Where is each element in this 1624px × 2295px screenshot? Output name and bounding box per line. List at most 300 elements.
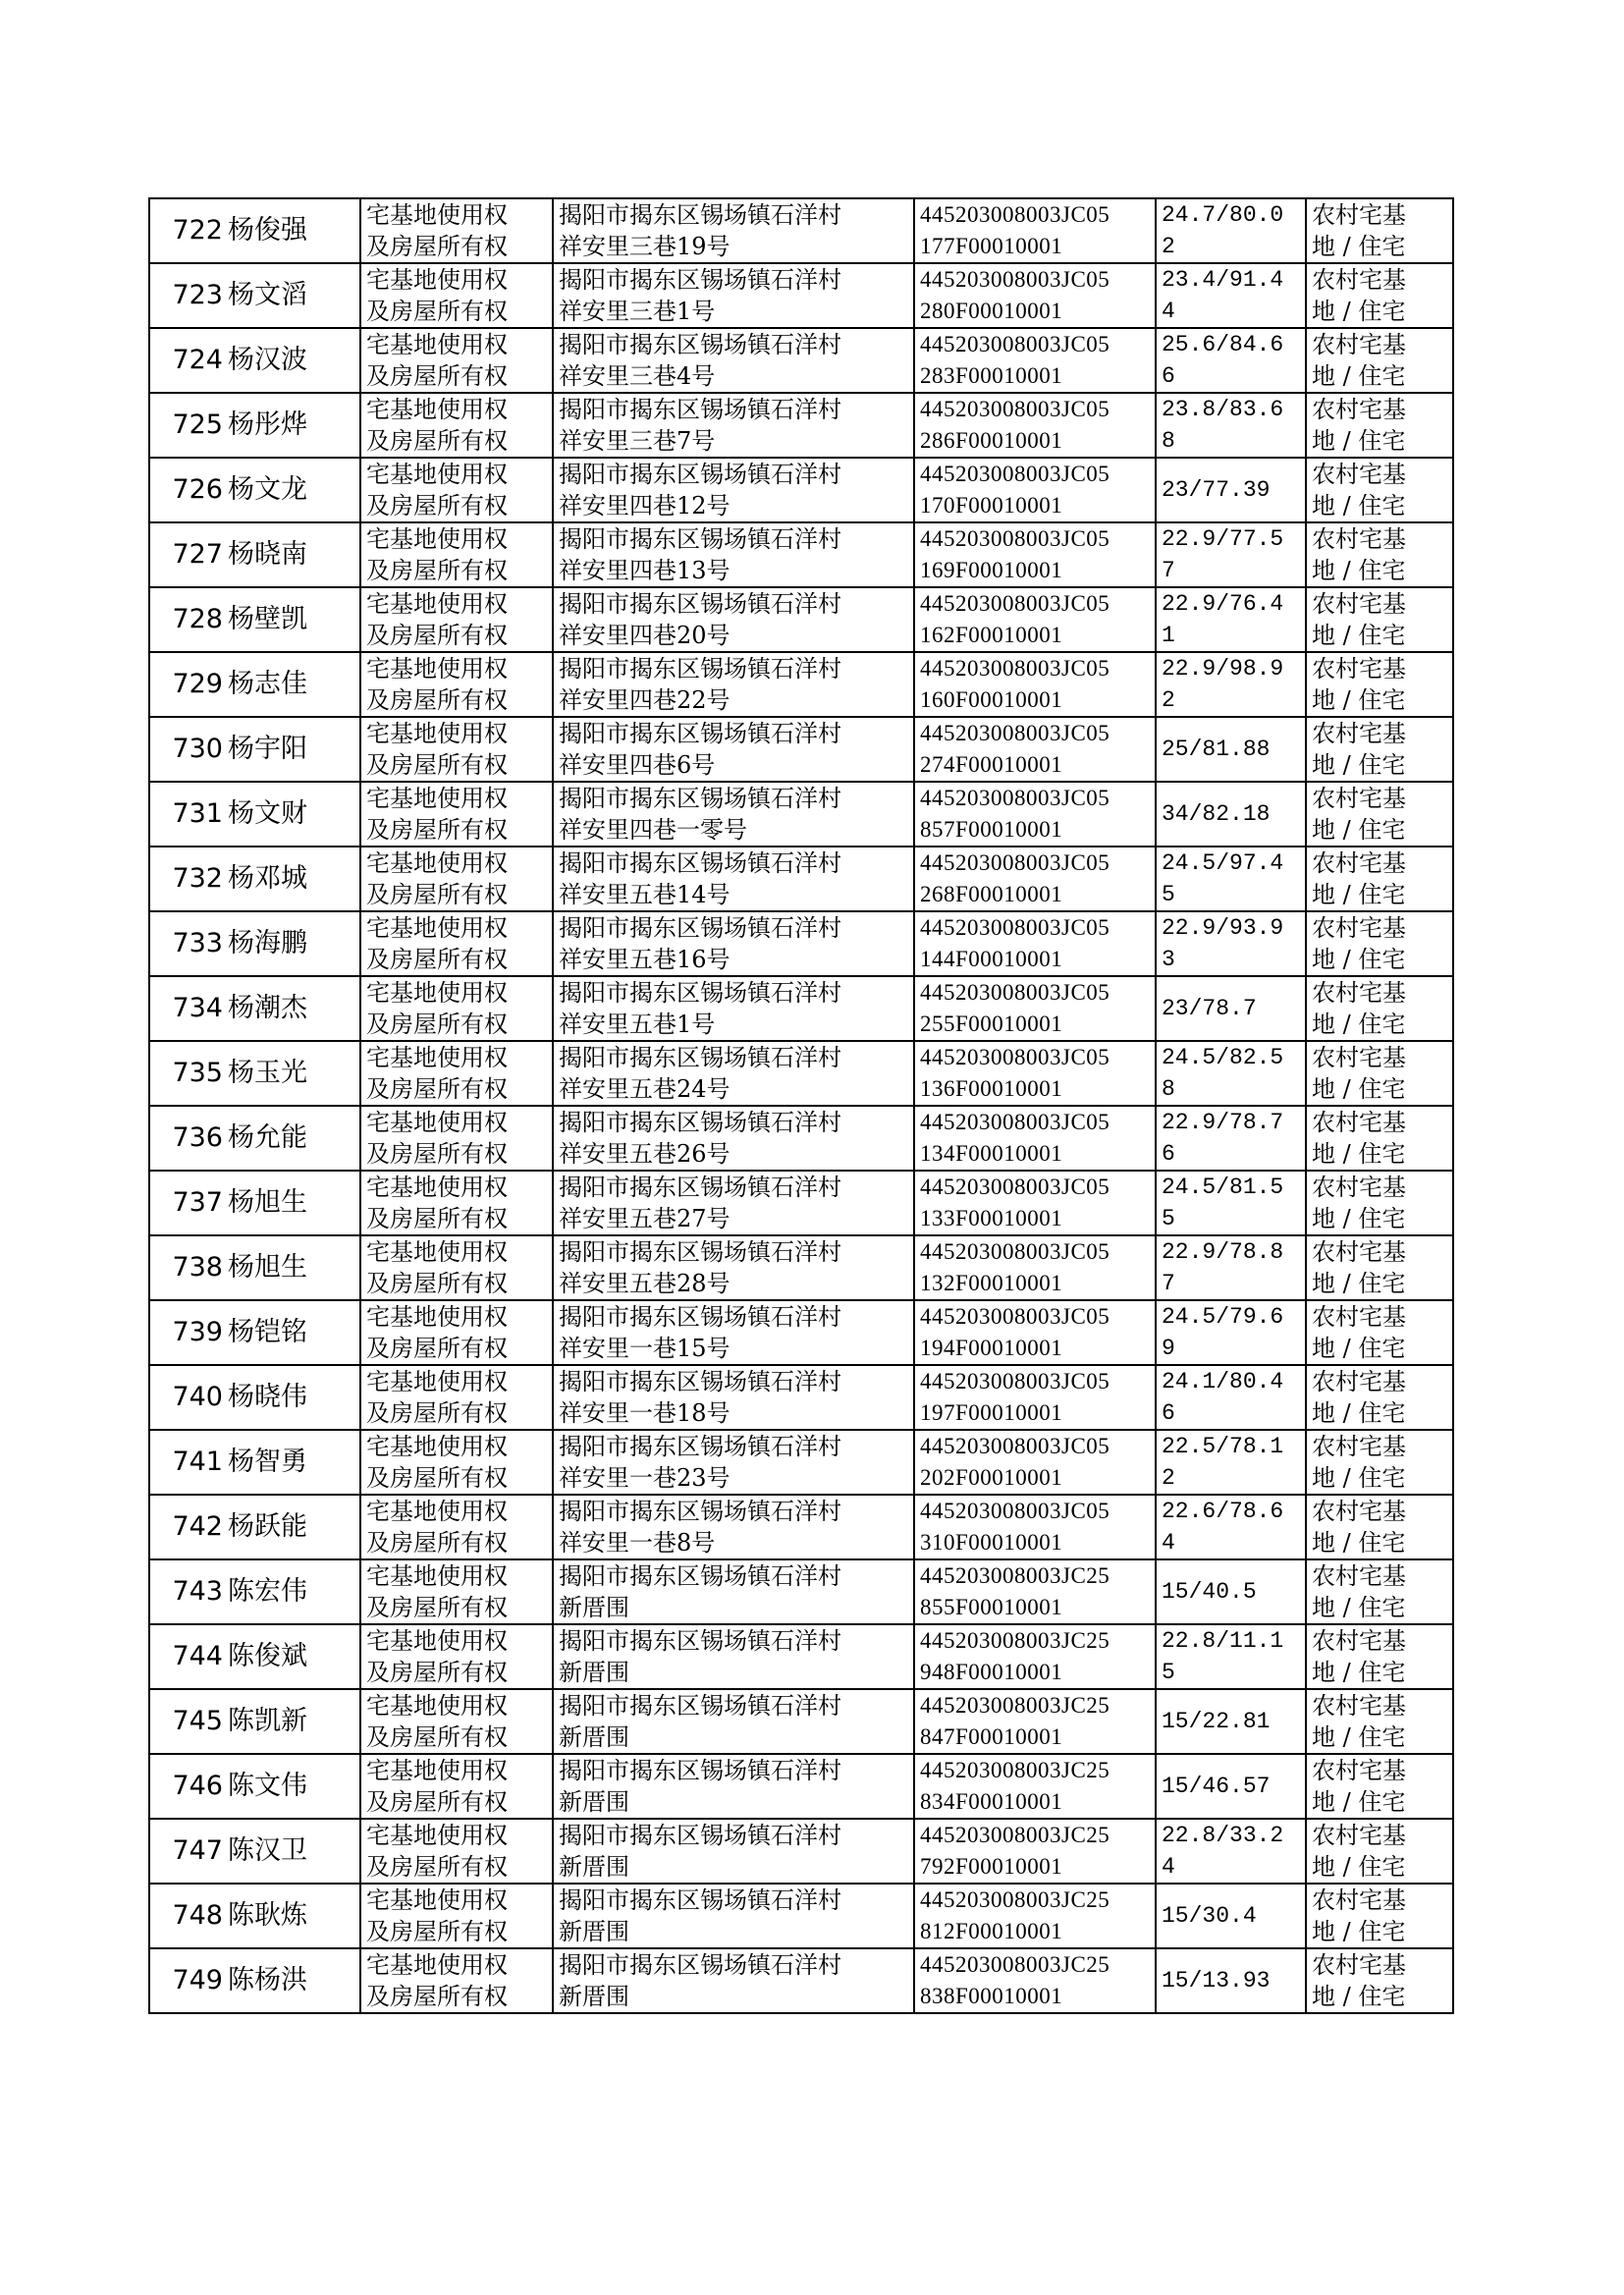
row-number-cell bbox=[149, 1041, 226, 1106]
unit-code-text: 445203008003JC05 162F00010001 bbox=[920, 591, 1110, 647]
owner-name-cell bbox=[226, 1624, 360, 1689]
table-row bbox=[149, 198, 1453, 263]
land-use-text: 农村宅基 地 / 住宅 bbox=[1312, 1109, 1406, 1168]
area-text: 22.8/33.2 4 bbox=[1162, 1823, 1284, 1880]
unit-code-cell bbox=[914, 1948, 1156, 2013]
area-text: 23.8/83.6 8 bbox=[1162, 397, 1284, 454]
table-body bbox=[149, 198, 1453, 2013]
table-row bbox=[149, 1948, 1453, 2013]
row-number-text: 726 bbox=[172, 474, 223, 505]
right-type-text: 宅基地使用权 及房屋所有权 bbox=[366, 1303, 508, 1362]
unit-code-text: 445203008003JC25 792F00010001 bbox=[920, 1823, 1110, 1879]
land-use-cell bbox=[1306, 1171, 1453, 1235]
row-number-text: 722 bbox=[172, 215, 223, 246]
area-text: 15/22.81 bbox=[1162, 1709, 1271, 1734]
table-row bbox=[149, 911, 1453, 976]
land-use-cell bbox=[1306, 198, 1453, 263]
location-cell bbox=[553, 717, 914, 782]
location-text: 揭阳市揭东区锡场镇石洋村 新厝围 bbox=[559, 1562, 841, 1621]
land-use-text: 农村宅基 地 / 住宅 bbox=[1312, 266, 1406, 325]
owner-name-text: 杨邓城 bbox=[228, 863, 307, 894]
area-text: 22.8/11.1 5 bbox=[1162, 1628, 1284, 1685]
row-number-cell bbox=[149, 847, 226, 911]
owner-name-text: 杨俊强 bbox=[228, 215, 307, 246]
land-use-cell bbox=[1306, 1559, 1453, 1624]
right-type-text: 宅基地使用权 及房屋所有权 bbox=[366, 1692, 508, 1751]
land-use-text: 农村宅基 地 / 住宅 bbox=[1312, 396, 1406, 455]
unit-code-text: 445203008003JC05 170F00010001 bbox=[920, 462, 1110, 518]
unit-code-cell bbox=[914, 1300, 1156, 1365]
unit-code-text: 445203008003JC05 136F00010001 bbox=[920, 1045, 1110, 1101]
area-cell bbox=[1156, 652, 1306, 717]
right-type-cell bbox=[360, 1819, 553, 1884]
row-number-cell bbox=[149, 1948, 226, 2013]
right-type-cell bbox=[360, 717, 553, 782]
location-text: 揭阳市揭东区锡场镇石洋村 祥安里五巷27号 bbox=[559, 1174, 841, 1232]
land-use-cell bbox=[1306, 263, 1453, 328]
land-use-cell bbox=[1306, 717, 1453, 782]
unit-code-text: 445203008003JC05 283F00010001 bbox=[920, 332, 1110, 388]
area-cell bbox=[1156, 717, 1306, 782]
location-cell bbox=[553, 1819, 914, 1884]
unit-code-cell bbox=[914, 717, 1156, 782]
unit-code-text: 445203008003JC05 857F00010001 bbox=[920, 786, 1110, 842]
owner-name-cell bbox=[226, 782, 360, 847]
location-text: 揭阳市揭东区锡场镇石洋村 新厝围 bbox=[559, 1951, 841, 2010]
owner-name-cell bbox=[226, 1171, 360, 1235]
area-text: 15/30.4 bbox=[1162, 1903, 1257, 1929]
area-cell bbox=[1156, 1689, 1306, 1754]
area-cell bbox=[1156, 782, 1306, 847]
row-number-text: 745 bbox=[172, 1706, 223, 1736]
right-type-cell bbox=[360, 1948, 553, 2013]
row-number-cell bbox=[149, 587, 226, 652]
row-number-text: 725 bbox=[172, 410, 223, 440]
table-row bbox=[149, 976, 1453, 1041]
area-text: 24.7/80.0 2 bbox=[1162, 202, 1284, 259]
right-type-text: 宅基地使用权 及房屋所有权 bbox=[366, 1951, 508, 2010]
unit-code-cell bbox=[914, 458, 1156, 522]
location-cell bbox=[553, 587, 914, 652]
right-type-text: 宅基地使用权 及房屋所有权 bbox=[366, 201, 508, 260]
right-type-text: 宅基地使用权 及房屋所有权 bbox=[366, 461, 508, 519]
land-use-text: 农村宅基 地 / 住宅 bbox=[1312, 1044, 1406, 1103]
owner-name-cell bbox=[226, 717, 360, 782]
land-use-cell bbox=[1306, 1106, 1453, 1171]
owner-name-text: 陈杨洪 bbox=[228, 1965, 307, 1995]
land-use-cell bbox=[1306, 847, 1453, 911]
owner-name-text: 杨旭生 bbox=[228, 1252, 307, 1283]
table-row bbox=[149, 1754, 1453, 1819]
table-row bbox=[149, 522, 1453, 587]
owner-name-cell bbox=[226, 1235, 360, 1300]
area-text: 24.5/97.4 5 bbox=[1162, 850, 1284, 907]
row-number-text: 737 bbox=[172, 1187, 223, 1218]
location-cell bbox=[553, 1235, 914, 1300]
unit-code-text: 445203008003JC05 169F00010001 bbox=[920, 526, 1110, 582]
row-number-text: 748 bbox=[172, 1900, 223, 1931]
right-type-text: 宅基地使用权 及房屋所有权 bbox=[366, 849, 508, 908]
row-number-text: 747 bbox=[172, 1835, 223, 1866]
table-row bbox=[149, 1300, 1453, 1365]
right-type-text: 宅基地使用权 及房屋所有权 bbox=[366, 1238, 508, 1297]
unit-code-cell bbox=[914, 1235, 1156, 1300]
row-number-text: 738 bbox=[172, 1252, 223, 1283]
row-number-text: 730 bbox=[172, 734, 223, 764]
location-text: 揭阳市揭东区锡场镇石洋村 祥安里五巷28号 bbox=[559, 1238, 841, 1297]
row-number-cell bbox=[149, 1624, 226, 1689]
area-text: 22.9/76.4 1 bbox=[1162, 591, 1284, 648]
area-text: 34/82.18 bbox=[1162, 801, 1271, 827]
location-cell bbox=[553, 1948, 914, 2013]
right-type-text: 宅基地使用权 及房屋所有权 bbox=[366, 785, 508, 844]
table-row bbox=[149, 1624, 1453, 1689]
area-text: 25.6/84.6 6 bbox=[1162, 332, 1284, 389]
owner-name-text: 杨玉光 bbox=[228, 1058, 307, 1088]
row-number-text: 742 bbox=[172, 1511, 223, 1542]
area-text: 22.9/98.9 2 bbox=[1162, 656, 1284, 713]
unit-code-cell bbox=[914, 1624, 1156, 1689]
location-text: 揭阳市揭东区锡场镇石洋村 新厝围 bbox=[559, 1627, 841, 1686]
location-text: 揭阳市揭东区锡场镇石洋村 祥安里三巷4号 bbox=[559, 331, 841, 390]
owner-name-text: 陈汉卫 bbox=[228, 1835, 307, 1866]
owner-name-cell bbox=[226, 393, 360, 458]
row-number-cell bbox=[149, 976, 226, 1041]
right-type-text: 宅基地使用权 及房屋所有权 bbox=[366, 1174, 508, 1232]
location-text: 揭阳市揭东区锡场镇石洋村 祥安里四巷12号 bbox=[559, 461, 841, 519]
location-text: 揭阳市揭东区锡场镇石洋村 祥安里四巷22号 bbox=[559, 655, 841, 714]
owner-name-text: 杨铠铭 bbox=[228, 1317, 307, 1347]
unit-code-text: 445203008003JC05 280F00010001 bbox=[920, 267, 1110, 323]
table-row bbox=[149, 782, 1453, 847]
land-use-cell bbox=[1306, 587, 1453, 652]
land-use-cell bbox=[1306, 393, 1453, 458]
land-use-text: 农村宅基 地 / 住宅 bbox=[1312, 201, 1406, 260]
table-row bbox=[149, 652, 1453, 717]
table-row bbox=[149, 1365, 1453, 1430]
table-row bbox=[149, 1041, 1453, 1106]
right-type-cell bbox=[360, 976, 553, 1041]
area-cell bbox=[1156, 393, 1306, 458]
area-text: 24.5/79.6 9 bbox=[1162, 1304, 1284, 1361]
location-text: 揭阳市揭东区锡场镇石洋村 祥安里五巷24号 bbox=[559, 1044, 841, 1103]
location-cell bbox=[553, 1884, 914, 1948]
area-cell bbox=[1156, 1300, 1306, 1365]
owner-name-text: 陈俊斌 bbox=[228, 1641, 307, 1671]
right-type-text: 宅基地使用权 及房屋所有权 bbox=[366, 525, 508, 584]
owner-name-cell bbox=[226, 1689, 360, 1754]
area-cell bbox=[1156, 1235, 1306, 1300]
unit-code-text: 445203008003JC25 847F00010001 bbox=[920, 1693, 1110, 1749]
unit-code-cell bbox=[914, 1884, 1156, 1948]
unit-code-text: 445203008003JC05 144F00010001 bbox=[920, 915, 1110, 971]
owner-name-text: 杨壁凯 bbox=[228, 604, 307, 634]
land-use-text: 农村宅基 地 / 住宅 bbox=[1312, 720, 1406, 779]
unit-code-cell bbox=[914, 198, 1156, 263]
unit-code-cell bbox=[914, 1171, 1156, 1235]
area-text: 22.9/77.5 7 bbox=[1162, 526, 1284, 583]
row-number-text: 746 bbox=[172, 1771, 223, 1801]
row-number-cell bbox=[149, 328, 226, 393]
land-use-cell bbox=[1306, 911, 1453, 976]
registration-table bbox=[148, 197, 1454, 2014]
right-type-cell bbox=[360, 1624, 553, 1689]
location-text: 揭阳市揭东区锡场镇石洋村 祥安里五巷1号 bbox=[559, 979, 841, 1038]
unit-code-cell bbox=[914, 1754, 1156, 1819]
right-type-cell bbox=[360, 263, 553, 328]
land-use-text: 农村宅基 地 / 住宅 bbox=[1312, 590, 1406, 649]
right-type-cell bbox=[360, 911, 553, 976]
land-use-cell bbox=[1306, 1041, 1453, 1106]
row-number-cell bbox=[149, 1819, 226, 1884]
area-text: 23.4/91.4 4 bbox=[1162, 267, 1284, 324]
owner-name-text: 杨旭生 bbox=[228, 1187, 307, 1218]
location-text: 揭阳市揭东区锡场镇石洋村 祥安里四巷13号 bbox=[559, 525, 841, 584]
land-use-text: 农村宅基 地 / 住宅 bbox=[1312, 1174, 1406, 1232]
area-cell bbox=[1156, 1365, 1306, 1430]
table-row bbox=[149, 1171, 1453, 1235]
row-number-cell bbox=[149, 1365, 226, 1430]
area-text: 22.5/78.1 2 bbox=[1162, 1434, 1284, 1491]
unit-code-cell bbox=[914, 1365, 1156, 1430]
land-use-cell bbox=[1306, 1819, 1453, 1884]
right-type-text: 宅基地使用权 及房屋所有权 bbox=[366, 1109, 508, 1168]
owner-name-text: 杨跃能 bbox=[228, 1511, 307, 1542]
owner-name-text: 陈宏伟 bbox=[228, 1576, 307, 1607]
area-cell bbox=[1156, 458, 1306, 522]
row-number-text: 740 bbox=[172, 1382, 223, 1412]
row-number-cell bbox=[149, 1430, 226, 1495]
owner-name-cell bbox=[226, 976, 360, 1041]
land-use-text: 农村宅基 地 / 住宅 bbox=[1312, 1562, 1406, 1621]
land-use-text: 农村宅基 地 / 住宅 bbox=[1312, 1757, 1406, 1816]
right-type-cell bbox=[360, 458, 553, 522]
location-cell bbox=[553, 847, 914, 911]
area-text: 23/77.39 bbox=[1162, 477, 1271, 503]
land-use-cell bbox=[1306, 1235, 1453, 1300]
row-number-cell bbox=[149, 458, 226, 522]
row-number-cell bbox=[149, 1300, 226, 1365]
land-use-text: 农村宅基 地 / 住宅 bbox=[1312, 785, 1406, 844]
land-use-text: 农村宅基 地 / 住宅 bbox=[1312, 1692, 1406, 1751]
land-use-cell bbox=[1306, 976, 1453, 1041]
right-type-text: 宅基地使用权 及房屋所有权 bbox=[366, 1044, 508, 1103]
right-type-cell bbox=[360, 1041, 553, 1106]
owner-name-text: 陈耿炼 bbox=[228, 1900, 307, 1931]
land-use-cell bbox=[1306, 652, 1453, 717]
area-cell bbox=[1156, 1884, 1306, 1948]
row-number-cell bbox=[149, 1559, 226, 1624]
land-use-text: 农村宅基 地 / 住宅 bbox=[1312, 461, 1406, 519]
owner-name-cell bbox=[226, 1819, 360, 1884]
row-number-cell bbox=[149, 1106, 226, 1171]
owner-name-text: 杨海鹏 bbox=[228, 928, 307, 958]
owner-name-text: 杨晓南 bbox=[228, 539, 307, 570]
land-use-cell bbox=[1306, 1624, 1453, 1689]
table-row bbox=[149, 1430, 1453, 1495]
owner-name-text: 杨潮杰 bbox=[228, 993, 307, 1023]
right-type-text: 宅基地使用权 及房屋所有权 bbox=[366, 1627, 508, 1686]
land-use-cell bbox=[1306, 328, 1453, 393]
right-type-cell bbox=[360, 1430, 553, 1495]
right-type-cell bbox=[360, 1884, 553, 1948]
area-cell bbox=[1156, 1495, 1306, 1559]
area-cell bbox=[1156, 847, 1306, 911]
right-type-text: 宅基地使用权 及房屋所有权 bbox=[366, 914, 508, 973]
row-number-cell bbox=[149, 522, 226, 587]
area-text: 24.5/81.5 5 bbox=[1162, 1175, 1284, 1231]
owner-name-cell bbox=[226, 263, 360, 328]
land-use-text: 农村宅基 地 / 住宅 bbox=[1312, 331, 1406, 390]
location-text: 揭阳市揭东区锡场镇石洋村 新厝围 bbox=[559, 1692, 841, 1751]
row-number-text: 733 bbox=[172, 928, 223, 958]
land-use-cell bbox=[1306, 1689, 1453, 1754]
area-cell bbox=[1156, 1559, 1306, 1624]
owner-name-text: 杨文滔 bbox=[228, 280, 307, 310]
unit-code-text: 445203008003JC05 177F00010001 bbox=[920, 202, 1110, 258]
unit-code-cell bbox=[914, 847, 1156, 911]
table-row bbox=[149, 1884, 1453, 1948]
right-type-cell bbox=[360, 1235, 553, 1300]
location-cell bbox=[553, 1300, 914, 1365]
location-cell bbox=[553, 328, 914, 393]
unit-code-cell bbox=[914, 328, 1156, 393]
owner-name-cell bbox=[226, 1365, 360, 1430]
owner-name-text: 杨允能 bbox=[228, 1122, 307, 1153]
right-type-text: 宅基地使用权 及房屋所有权 bbox=[366, 1562, 508, 1621]
row-number-cell bbox=[149, 1689, 226, 1754]
right-type-text: 宅基地使用权 及房屋所有权 bbox=[366, 266, 508, 325]
location-cell bbox=[553, 782, 914, 847]
location-cell bbox=[553, 1624, 914, 1689]
land-use-cell bbox=[1306, 1948, 1453, 2013]
owner-name-text: 杨文龙 bbox=[228, 474, 307, 505]
owner-name-cell bbox=[226, 1495, 360, 1559]
table-row bbox=[149, 1689, 1453, 1754]
row-number-cell bbox=[149, 1754, 226, 1819]
land-use-cell bbox=[1306, 1365, 1453, 1430]
land-use-cell bbox=[1306, 1430, 1453, 1495]
location-cell bbox=[553, 1689, 914, 1754]
area-cell bbox=[1156, 1041, 1306, 1106]
owner-name-cell bbox=[226, 458, 360, 522]
unit-code-text: 445203008003JC25 838F00010001 bbox=[920, 1952, 1110, 2008]
row-number-cell bbox=[149, 1235, 226, 1300]
unit-code-cell bbox=[914, 393, 1156, 458]
unit-code-text: 445203008003JC05 202F00010001 bbox=[920, 1434, 1110, 1490]
unit-code-cell bbox=[914, 1819, 1156, 1884]
land-use-cell bbox=[1306, 522, 1453, 587]
area-cell bbox=[1156, 587, 1306, 652]
unit-code-cell bbox=[914, 1041, 1156, 1106]
area-text: 22.6/78.6 4 bbox=[1162, 1499, 1284, 1556]
land-use-cell bbox=[1306, 782, 1453, 847]
location-cell bbox=[553, 263, 914, 328]
unit-code-text: 445203008003JC25 812F00010001 bbox=[920, 1887, 1110, 1943]
unit-code-cell bbox=[914, 522, 1156, 587]
right-type-text: 宅基地使用权 及房屋所有权 bbox=[366, 1886, 508, 1945]
area-text: 22.9/78.8 7 bbox=[1162, 1239, 1284, 1296]
unit-code-text: 445203008003JC05 133F00010001 bbox=[920, 1175, 1110, 1230]
owner-name-cell bbox=[226, 652, 360, 717]
land-use-text: 农村宅基 地 / 住宅 bbox=[1312, 1822, 1406, 1881]
owner-name-cell bbox=[226, 1754, 360, 1819]
land-use-cell bbox=[1306, 1300, 1453, 1365]
right-type-text: 宅基地使用权 及房屋所有权 bbox=[366, 396, 508, 455]
right-type-text: 宅基地使用权 及房屋所有权 bbox=[366, 1498, 508, 1557]
unit-code-cell bbox=[914, 1430, 1156, 1495]
row-number-cell bbox=[149, 652, 226, 717]
row-number-cell bbox=[149, 263, 226, 328]
unit-code-cell bbox=[914, 587, 1156, 652]
right-type-cell bbox=[360, 1559, 553, 1624]
right-type-text: 宅基地使用权 及房屋所有权 bbox=[366, 1433, 508, 1492]
location-text: 揭阳市揭东区锡场镇石洋村 祥安里四巷20号 bbox=[559, 590, 841, 649]
area-cell bbox=[1156, 1430, 1306, 1495]
unit-code-cell bbox=[914, 1106, 1156, 1171]
land-use-text: 农村宅基 地 / 住宅 bbox=[1312, 914, 1406, 973]
right-type-cell bbox=[360, 522, 553, 587]
land-use-cell bbox=[1306, 1884, 1453, 1948]
unit-code-text: 445203008003JC25 834F00010001 bbox=[920, 1758, 1110, 1814]
owner-name-text: 杨宇阳 bbox=[228, 734, 307, 764]
location-text: 揭阳市揭东区锡场镇石洋村 祥安里三巷19号 bbox=[559, 201, 841, 260]
location-cell bbox=[553, 1106, 914, 1171]
table-row bbox=[149, 1495, 1453, 1559]
land-use-text: 农村宅基 地 / 住宅 bbox=[1312, 1368, 1406, 1427]
right-type-cell bbox=[360, 652, 553, 717]
location-text: 揭阳市揭东区锡场镇石洋村 新厝围 bbox=[559, 1886, 841, 1945]
area-text: 15/46.57 bbox=[1162, 1774, 1271, 1799]
area-cell bbox=[1156, 198, 1306, 263]
area-text: 24.5/82.5 8 bbox=[1162, 1045, 1284, 1102]
right-type-cell bbox=[360, 1365, 553, 1430]
location-cell bbox=[553, 1754, 914, 1819]
land-use-cell bbox=[1306, 1754, 1453, 1819]
owner-name-text: 杨文财 bbox=[228, 798, 307, 829]
area-text: 24.1/80.4 6 bbox=[1162, 1369, 1284, 1426]
land-use-text: 农村宅基 地 / 住宅 bbox=[1312, 979, 1406, 1038]
row-number-cell bbox=[149, 1171, 226, 1235]
area-cell bbox=[1156, 1106, 1306, 1171]
row-number-text: 728 bbox=[172, 604, 223, 634]
owner-name-cell bbox=[226, 522, 360, 587]
row-number-text: 731 bbox=[172, 798, 223, 829]
location-cell bbox=[553, 1430, 914, 1495]
unit-code-text: 445203008003JC05 132F00010001 bbox=[920, 1239, 1110, 1295]
row-number-cell bbox=[149, 1495, 226, 1559]
area-text: 15/40.5 bbox=[1162, 1579, 1257, 1605]
location-text: 揭阳市揭东区锡场镇石洋村 祥安里三巷1号 bbox=[559, 266, 841, 325]
location-text: 揭阳市揭东区锡场镇石洋村 祥安里五巷14号 bbox=[559, 849, 841, 908]
row-number-text: 732 bbox=[172, 863, 223, 894]
land-use-text: 农村宅基 地 / 住宅 bbox=[1312, 849, 1406, 908]
area-text: 22.9/78.7 6 bbox=[1162, 1110, 1284, 1167]
owner-name-cell bbox=[226, 911, 360, 976]
unit-code-text: 445203008003JC05 197F00010001 bbox=[920, 1369, 1110, 1425]
right-type-cell bbox=[360, 1495, 553, 1559]
right-type-text: 宅基地使用权 及房屋所有权 bbox=[366, 331, 508, 390]
location-cell bbox=[553, 976, 914, 1041]
land-use-cell bbox=[1306, 1495, 1453, 1559]
owner-name-cell bbox=[226, 847, 360, 911]
row-number-text: 729 bbox=[172, 669, 223, 699]
right-type-text: 宅基地使用权 及房屋所有权 bbox=[366, 1757, 508, 1816]
owner-name-text: 杨汉波 bbox=[228, 345, 307, 375]
right-type-cell bbox=[360, 1171, 553, 1235]
unit-code-text: 445203008003JC05 255F00010001 bbox=[920, 980, 1110, 1036]
location-text: 揭阳市揭东区锡场镇石洋村 祥安里一巷23号 bbox=[559, 1433, 841, 1492]
